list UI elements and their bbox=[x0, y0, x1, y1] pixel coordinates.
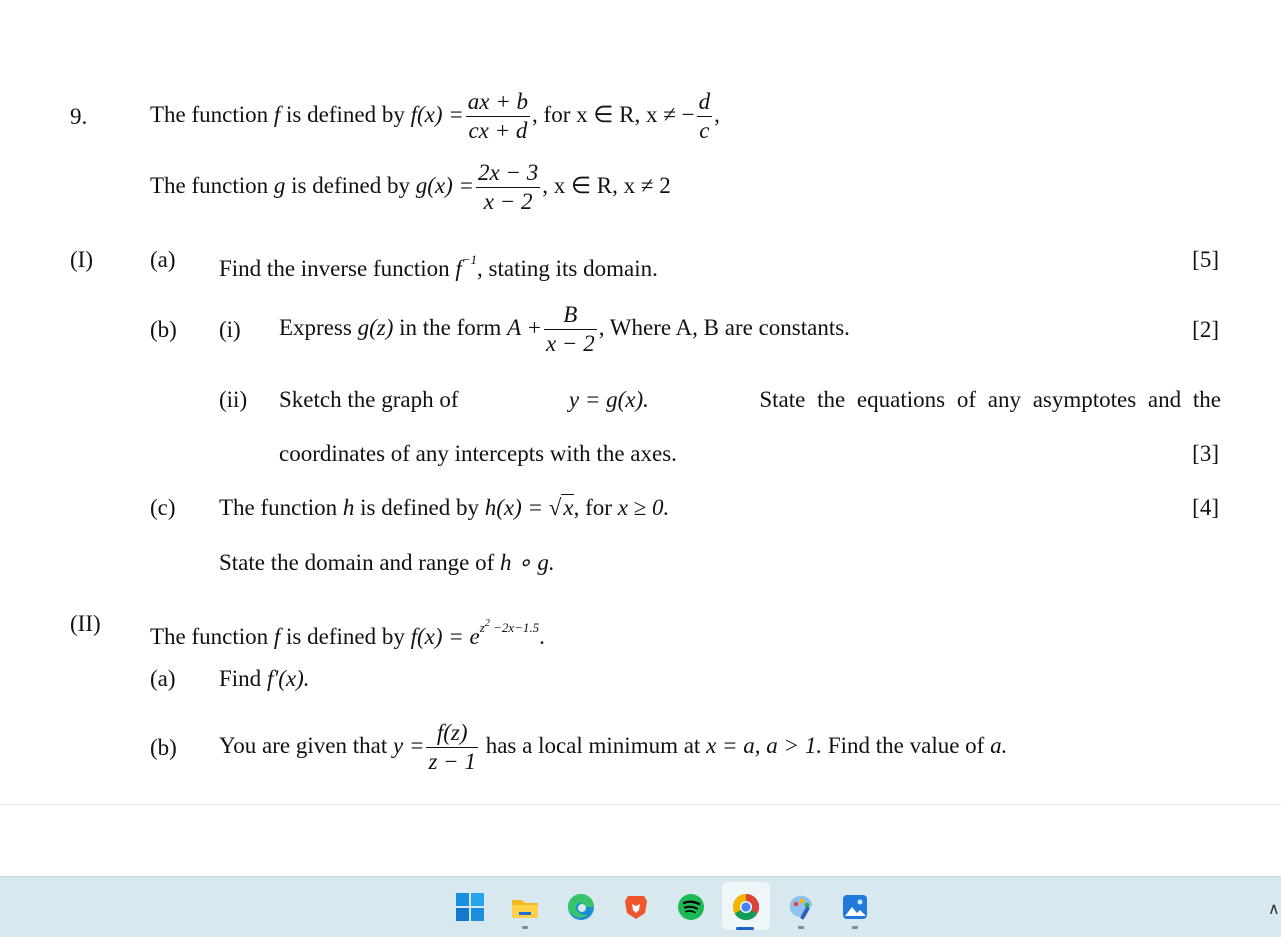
part-I-b-i-num: B bbox=[544, 302, 597, 330]
part-I-c-marks: [4] bbox=[1192, 495, 1219, 520]
chevron-up-icon[interactable]: ∧ bbox=[1268, 899, 1280, 918]
sqrt-symbol: √ bbox=[548, 495, 562, 520]
part-II-exp-pow: 2 bbox=[484, 618, 490, 629]
def-f-fn: f bbox=[273, 101, 281, 127]
part-I-c-lhs: h(x) = bbox=[484, 495, 544, 520]
part-II-b-cond: x = a, a > 1. bbox=[706, 732, 823, 758]
def-f-cden: c bbox=[699, 118, 710, 143]
def-f-lhs: f(x) = bbox=[410, 101, 464, 127]
file-explorer-icon[interactable] bbox=[510, 892, 540, 922]
part-II-label: (II) bbox=[70, 611, 101, 636]
part-II-b-text3: Find the value of bbox=[827, 732, 985, 758]
def-g-fraction bbox=[476, 160, 540, 215]
part-II-b-text bbox=[219, 720, 1007, 775]
part-I-a-text2: , stating its domain. bbox=[477, 256, 658, 281]
def-f-prefix: The function bbox=[150, 101, 269, 127]
def-g-cond: , x ∈ R, x ≠ 2 bbox=[542, 172, 671, 198]
part-I-c-comp: h ∘ g. bbox=[500, 550, 555, 575]
part-I-a-sup: −1 bbox=[461, 252, 478, 267]
def-g-den: x − 2 bbox=[483, 189, 533, 214]
part-II-exponent bbox=[480, 620, 539, 635]
photos-icon[interactable] bbox=[840, 892, 870, 922]
part-I-b-i-text3: , Where A, B are constants. bbox=[598, 314, 850, 340]
def-g-mid: is defined by bbox=[291, 172, 410, 198]
part-I-b-i-text2: in the form bbox=[399, 314, 502, 340]
part-I-b-label: (b) bbox=[150, 317, 177, 342]
part-I-c-text bbox=[219, 494, 669, 522]
part-II-lhs: f(x) = e bbox=[410, 624, 480, 649]
part-II-exp-rest: −2x−1.5 bbox=[489, 620, 540, 635]
file-explorer-running-dot bbox=[522, 926, 528, 929]
part-II-end: . bbox=[539, 624, 545, 649]
part-II-text bbox=[150, 610, 545, 651]
part-I-a-marks: [5] bbox=[1192, 247, 1219, 272]
part-I-b-ii-marks: [3] bbox=[1192, 441, 1219, 466]
part-II-a-text1: Find bbox=[219, 666, 262, 691]
def-g-num: 2x − 3 bbox=[476, 160, 540, 188]
part-II-a-expr: f'(x). bbox=[266, 666, 310, 691]
part-II-exp-base: z bbox=[479, 620, 485, 635]
part-I-a-text bbox=[219, 246, 658, 283]
paint-icon[interactable] bbox=[786, 892, 816, 922]
part-II-fn: f bbox=[273, 624, 281, 649]
chrome-icon[interactable] bbox=[731, 892, 761, 922]
def-f-cond-fraction bbox=[697, 89, 713, 144]
part-I-c-text1: The function bbox=[219, 495, 338, 520]
def-f-num: ax + b bbox=[466, 89, 530, 117]
taskbar bbox=[0, 876, 1281, 937]
part-II-b-var: a. bbox=[990, 732, 1008, 758]
part-II-b-text2: has a local minimum at bbox=[485, 732, 701, 758]
page-gap bbox=[0, 805, 1281, 876]
def-f-mid: is defined by bbox=[286, 101, 405, 127]
part-II-b-fraction bbox=[426, 720, 477, 775]
def-g-lhs: g(x) = bbox=[415, 172, 475, 198]
brave-icon[interactable] bbox=[621, 892, 651, 922]
part-I-a-label: (a) bbox=[150, 247, 176, 272]
part-I-b-i-label: (i) bbox=[219, 317, 241, 342]
part-I-b-i-den: x − 2 bbox=[545, 331, 595, 356]
part-II-a-label: (a) bbox=[150, 666, 176, 691]
spotify-icon[interactable] bbox=[676, 892, 706, 922]
part-I-a-fn: f bbox=[455, 256, 462, 281]
paint-running-dot bbox=[798, 926, 804, 929]
part-II-a-text bbox=[219, 665, 310, 693]
part-I-b-ii-text bbox=[279, 386, 1221, 414]
def-f-cond: , for x ∈ R, x ≠ − bbox=[532, 101, 695, 127]
edge-icon[interactable] bbox=[566, 892, 596, 922]
part-I-c-rad: x bbox=[563, 495, 574, 520]
part-I-b-i-marks: [2] bbox=[1192, 317, 1219, 342]
part-II-text1: The function bbox=[150, 624, 269, 649]
photos-running-dot bbox=[852, 926, 858, 929]
chrome-active-indicator bbox=[736, 927, 754, 930]
part-I-c-text4: State the domain and range of bbox=[219, 550, 495, 575]
part-I-b-i-expr: g(z) bbox=[357, 314, 394, 340]
part-I-c-cond: x ≥ 0. bbox=[617, 495, 670, 520]
def-f-den: cx + d bbox=[468, 118, 528, 143]
def-f-cnum: d bbox=[697, 89, 713, 117]
part-II-b-num: f(z) bbox=[426, 720, 477, 748]
part-I-b-i-text bbox=[279, 302, 850, 357]
part-I-b-ii-label: (ii) bbox=[219, 387, 248, 412]
part-II-b-lhs: y = bbox=[392, 732, 425, 758]
windows-start-icon[interactable] bbox=[455, 892, 485, 922]
part-II-text2: is defined by bbox=[286, 624, 405, 649]
part-I-label: (I) bbox=[70, 247, 93, 272]
definition-f bbox=[150, 89, 720, 144]
part-I-c-fn: h bbox=[342, 495, 355, 520]
part-I-b-i-A: A + bbox=[507, 314, 542, 340]
def-f-fraction bbox=[466, 89, 530, 144]
definition-g bbox=[150, 160, 671, 215]
part-I-b-ii-text3: coordinates of any intercepts with the axes. bbox=[279, 441, 677, 466]
part-I-a-text1: Find the inverse function bbox=[219, 256, 450, 281]
part-I-c-label: (c) bbox=[150, 495, 176, 520]
part-I-b-ii-expr: y = g(x). bbox=[568, 387, 649, 412]
def-f-end: , bbox=[714, 101, 720, 127]
part-I-b-i-fraction bbox=[544, 302, 597, 357]
part-I-b-ii-text2: State the equations of any asymptotes and the bbox=[759, 387, 1221, 412]
def-g-prefix: The function bbox=[150, 172, 269, 198]
part-I-c-line2 bbox=[219, 549, 555, 577]
part-I-c-text2: is defined by bbox=[360, 495, 479, 520]
part-I-b-ii-text1: Sketch the graph of bbox=[279, 387, 459, 412]
part-I-c-text3: , for bbox=[573, 495, 612, 520]
def-g-fn: g bbox=[273, 172, 286, 198]
part-I-b-i-text1: Express bbox=[279, 314, 352, 340]
part-II-b-text1: You are given that bbox=[219, 732, 388, 758]
part-II-b-den: z − 1 bbox=[428, 749, 476, 774]
question-number: 9. bbox=[70, 104, 88, 129]
part-II-b-label: (b) bbox=[150, 735, 177, 760]
